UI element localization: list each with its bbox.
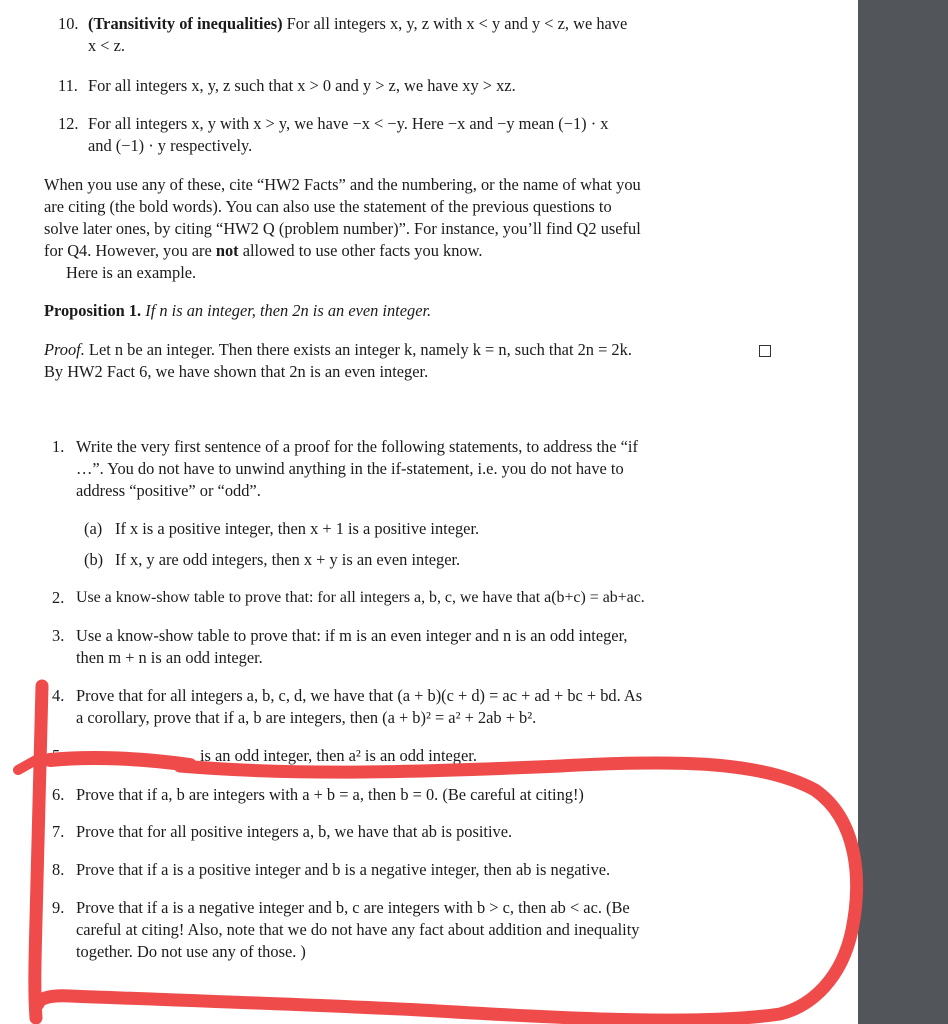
instructions-line-4a: for Q4. However, you are <box>44 241 216 260</box>
instructions-line-2: are citing (the bold words). You can also use the statement of the previous questions to <box>44 197 612 216</box>
question-3-line-1: Use a know-show table to prove that: if m is an even integer and n is an odd integer, <box>76 626 628 645</box>
fact-12-text: For all integers x, y with x > y, we have −x < −y. Here −x and −y mean (−1) · x <box>88 114 609 133</box>
question-4 <box>52 685 771 731</box>
instructions-line-3: solve later ones, by citing “HW2 Q (problem number)”. For instance, you’ll find Q2 useful <box>44 219 641 238</box>
proof-label: Proof. <box>44 340 85 359</box>
fact-12 <box>58 113 771 159</box>
question-7-number: 7. <box>52 822 65 841</box>
question-1a-label: (a) <box>84 519 103 538</box>
question-1-line-1: Write the very first sentence of a proof for the following statements, to address the “if <box>76 437 638 456</box>
question-3-number: 3. <box>52 626 65 645</box>
instructions-paragraph <box>44 174 771 284</box>
question-1-line-2: …”. You do not have to unwind anything in the if-statement, i.e. you do not have to <box>76 459 624 478</box>
question-9-line-3: together. Do not use any of those. ) <box>76 942 306 961</box>
fact-12-text-2: and (−1) · y respectively. <box>88 136 253 155</box>
fact-11-text: For all integers x, y, z such that x > 0 and y > z, we have xy > xz. <box>88 76 516 95</box>
proposition <box>44 300 771 322</box>
fact-10-text-2: x < z. <box>88 36 126 55</box>
question-7-text: Prove that for all positive integers a, b, we have that ab is positive. <box>76 822 513 841</box>
question-1-number: 1. <box>52 437 65 456</box>
question-2-text: Use a know-show table to prove that: for all integers a, b, c, we have that a(b+c) = ab+ac. <box>76 589 645 606</box>
question-4-line-1: Prove that for all integers a, b, c, d, we have that (a + b)(c + d) = ac + ad + bc + bd. As <box>76 686 643 705</box>
qed-box <box>759 345 771 357</box>
question-6-number: 6. <box>52 785 65 804</box>
question-4-number: 4. <box>52 686 65 705</box>
question-3-line-2: then m + n is an odd integer. <box>76 648 263 667</box>
question-9-line-2: careful at citing! Also, note that we do not have any fact about addition and inequality <box>76 920 640 939</box>
instructions-line-4c: allowed to use other facts you know. <box>238 241 483 260</box>
question-9 <box>52 897 771 965</box>
proof-line-1: Let n be an integer. Then there exists an integer k, namely k = n, such that 2n = 2k. <box>84 340 632 359</box>
instructions-not: not <box>215 241 239 260</box>
fact-11 <box>58 75 771 99</box>
question-5-number: 5. <box>52 746 65 765</box>
proof <box>44 339 771 385</box>
viewer-side-panel <box>858 0 948 1024</box>
question-1a-text: If x is a positive integer, then x + 1 is a positive integer. <box>115 519 480 538</box>
fact-10-text: For all integers x, y, z with x < y and y < z, we have <box>282 14 628 33</box>
proof-line-2: By HW2 Fact 6, we have shown that 2n is an even integer. <box>44 362 429 381</box>
fact-11-number: 11. <box>58 76 78 95</box>
question-3 <box>52 625 771 671</box>
proposition-statement: If n is an integer, then 2n is an even integer. <box>145 301 432 320</box>
fact-10 <box>58 13 771 59</box>
question-1b-label: (b) <box>84 550 104 569</box>
fact-10-title: (Transitivity of inequalities) <box>88 14 283 33</box>
question-9-number: 9. <box>52 898 65 917</box>
instructions-line-1: When you use any of these, cite “HW2 Facts” and the numbering, or the name of what you <box>44 175 641 194</box>
question-9-line-1: Prove that if a is a negative integer and b, c are integers with b > c, then ab < ac. (Be <box>76 898 630 917</box>
example-intro: Here is an example. <box>66 263 197 282</box>
question-1 <box>52 436 771 504</box>
fact-12-number: 12. <box>58 114 79 133</box>
fact-10-number: 10. <box>58 14 79 33</box>
question-2-number: 2. <box>52 588 65 607</box>
question-6-text: Prove that if a, b are integers with a + b = a, then b = 0. (Be careful at citing!) <box>76 785 584 804</box>
question-1-line-3: address “positive” or “odd”. <box>76 481 261 500</box>
question-8-text: Prove that if a is a positive integer and b is a negative integer, then ab is negative. <box>76 860 611 879</box>
proposition-label: Proposition 1. <box>44 301 142 320</box>
question-5-text: is an odd integer, then a² is an odd integer. <box>200 746 477 765</box>
question-8-number: 8. <box>52 860 65 879</box>
question-4-line-2: a corollary, prove that if a, b are integers, then (a + b)² = a² + 2ab + b². <box>76 708 537 727</box>
question-1b-text: If x, y are odd integers, then x + y is an even integer. <box>115 550 461 569</box>
